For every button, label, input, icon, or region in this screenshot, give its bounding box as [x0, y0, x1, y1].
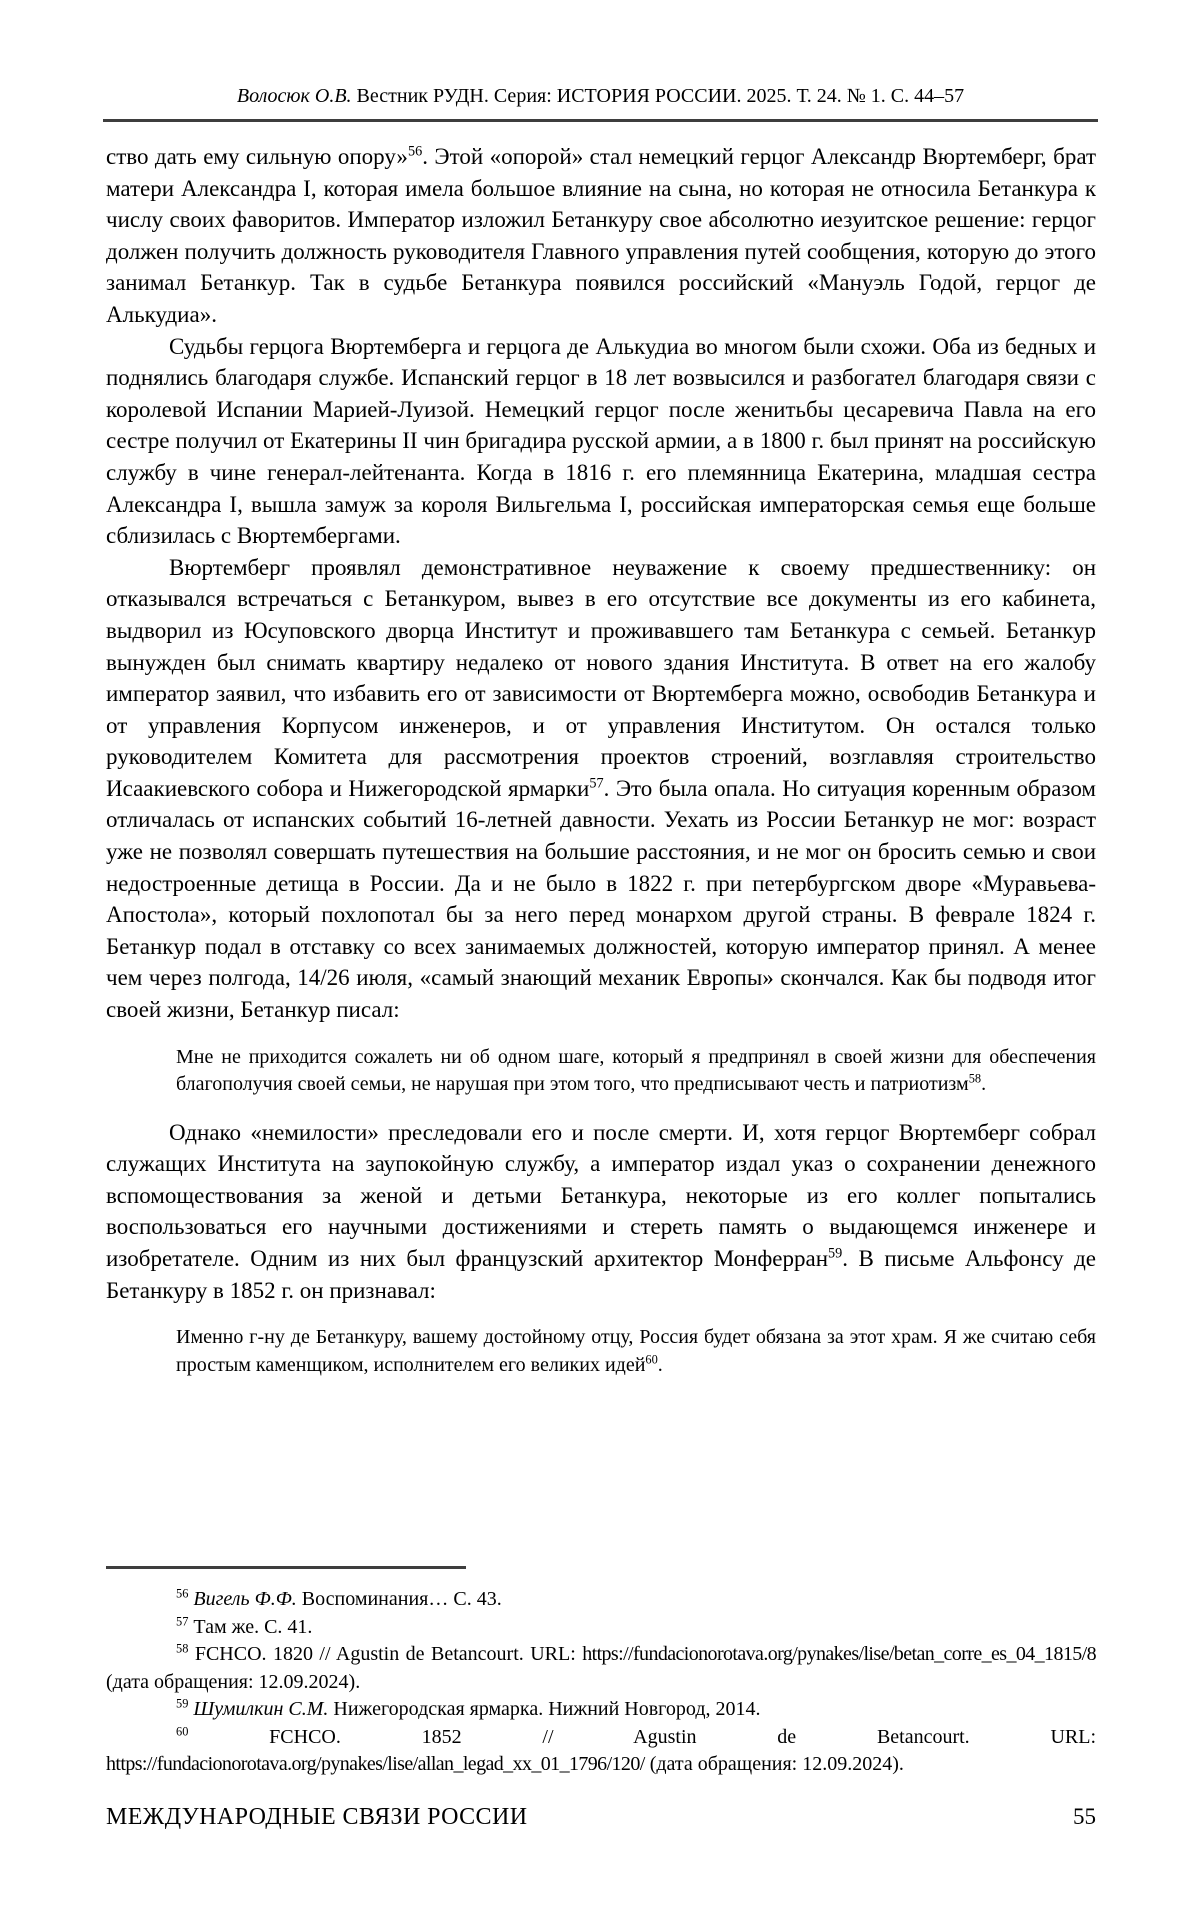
text-run: FCHCO. 1852 // Agustin de Betancourt. URL:: [269, 1725, 1097, 1748]
text-run: (дата обращения: 12.09.2024).: [106, 1670, 361, 1693]
footnote-number: 57: [176, 1613, 189, 1628]
text-run: .: [657, 1353, 663, 1376]
page-number: 55: [1073, 1804, 1096, 1829]
text-run: (дата обращения: 12.09.2024).: [644, 1753, 904, 1775]
footnote-ref: 58: [968, 1071, 982, 1086]
italic-text: Вигель Ф.Ф.: [193, 1588, 297, 1610]
footnote: [106, 1696, 1096, 1724]
block-quote: [176, 1324, 1096, 1379]
paragraph: [106, 331, 1096, 552]
text-run: Судьбы герцога Вюртемберга и герцога де Алькудиа во многом были схожи. Оба из бедных и поднялись благодаря службе. Испанский герцог в 18 лет возвысился и разбогател благодаря связи с королевой Испании Марией-Луизой. Немецкий герцог после женитьбы цесаревича Павла на его сестре получил от Екатерины II чин бригадира русской армии, а в 1800 г. был принят на российскую службу в чине генерал-лейтенанта. Когда в 1816 г. его племянница Екатерина, младшая сестра Александра I, вышла замуж за короля Вильгельма I, российская императорская семья еще больше сблизилась с Вюртембергами.: [106, 333, 1096, 549]
paragraph: [106, 141, 1096, 331]
footnote: [106, 1641, 1096, 1696]
header-rule: [103, 119, 1098, 122]
text-run: Именно г-ну де Бетанкуру, вашему достойному отцу, Россия будет обязана за этот храм. Я же считаю себя простым каменщиком, исполнителем его великих идей: [176, 1326, 1096, 1376]
footnote-separator: [106, 1566, 466, 1569]
text-run: Однако «немилости» преследовали его и после смерти. И, хотя герцог Вюртемберг собрал служащих Института на заупокойную службу, а император издал указ о сохранении денежного вспомоществования за женой и детьми Бетанкура, некоторые из его коллег попытались воспользоваться его научными достижениями и стереть память о выдающемся инженере и изобретателе. Одним из них был французский архитектор Монферран: [106, 1119, 1096, 1271]
block-quote: [176, 1044, 1096, 1099]
footer-section-title: МЕЖДУНАРОДНЫЕ СВЯЗИ РОССИИ: [106, 1804, 528, 1830]
text-run: .: [981, 1073, 987, 1096]
footnote-ref: 57: [589, 775, 604, 792]
footnote-number: 60: [176, 1723, 189, 1738]
footnote-number: 59: [176, 1696, 189, 1711]
footnote-ref: 59: [828, 1245, 843, 1262]
text-run: Вюртемберг проявлял демонстративное неуважение к своему предшественнику: он отказывался встречаться с Бетанкуром, вывез в его отсутствие все документы из его кабинета, выдворил из Юсуповского дворца Институт и проживавшего там Бетанкура с семьей. Бетанкур вынужден был снимать квартиру недалеко от нового здания Института. В ответ на его жалобу император заявил, что избавить его от зависимости от Вюртемберга можно, освободив Бетанкура и от управления Корпусом инженеров, и от управления Институтом. Он остался только руководителем Комитета для рассмотрения проектов строений, возглавляя строительство Исаакиевского собора и Нижегородской ярмарки: [106, 554, 1096, 801]
footnote: [106, 1724, 1096, 1779]
footnote: [106, 1614, 1096, 1642]
text-run: Там же. С. 41.: [193, 1615, 313, 1638]
text-run: . Этой «опорой» стал немецкий герцог Александр Вюртемберг, брат матери Александра I, которая имела большое влияние на сына, но которая не относила Бетанкура к числу своих фаворитов. Император изложил Бетанкуру свое абсолютно иезуитское решение: герцог должен получить должность руководителя Главного управления путей сообщения, которую до этого занимал Бетанкур. Так в судьбе Бетанкура появился российский «Мануэль Годой, герцог де Алькудиа».: [106, 144, 1096, 327]
text-run: Нижегородская ярмарка. Нижний Новгород, 2014.: [328, 1698, 761, 1720]
text-run: Мне не приходится сожалеть ни об одном шаге, который я предпринял в своей жизни для обеспечения благополучия своей семьи, не нарушая при этом того, что предписывают честь и патриотизм: [176, 1045, 1096, 1096]
text-run: ство дать ему сильную опору»: [106, 144, 408, 169]
article-body: [106, 141, 1096, 1561]
footnote-ref: 60: [645, 1352, 658, 1367]
footnote: [106, 1586, 1096, 1614]
text-run: . Это была опала. Но ситуация коренным образом отличалась от испанских событий 16-летней давности. Уехать из России Бетанкур не мог: возраст уже не позволял совершать путешествия на большие расстояния, и не мог он бросить семью и свои недостроенные детища в России. Да и не было в 1822 г. при петербургском дворе «Муравьева-Апостола», который похлопотал бы за него перед монархом другой страны. В феврале 1824 г. Бетанкур подал в отставку со всех занимаемых должностей, которую император принял. А менее чем через полгода, 14/26 июля, «самый знающий механик Европы» скончался. Как бы подводя итог своей жизни, Бетанкур писал:: [106, 775, 1096, 1023]
url-text: https://fundacionorotava.org/pynakes/lise/allan_legad_xx_01_1796/120/: [106, 1753, 645, 1775]
footnote-number: 58: [176, 1641, 189, 1656]
footnote-number: 56: [176, 1586, 189, 1601]
running-header: [103, 84, 1098, 108]
footnote-ref: 56: [407, 143, 423, 160]
text-run: FCHCO. 1820 // Agustin de Betancourt. URL:: [194, 1643, 583, 1665]
text-run: Воспоминания… С. 43.: [296, 1588, 502, 1610]
italic-text: Волосюк О.В.: [236, 85, 352, 107]
paragraph: [106, 552, 1096, 1026]
url-text: https://fundacionorotava.org/pynakes/lise/betan_corre_es_04_1815/8: [582, 1643, 1097, 1665]
text-run: Вестник РУДН. Серия: ИСТОРИЯ РОССИИ. 2025. Т. 24. № 1. С. 44–57: [351, 85, 965, 107]
footnotes: [106, 1586, 1096, 1779]
text-run: . В письме Альфонсу де Бетанкуру в 1852 г. он признавал:: [106, 1246, 1096, 1303]
paragraph: [106, 1117, 1096, 1307]
italic-text: Шумилкин С.М.: [193, 1698, 329, 1720]
page-footer: [106, 1804, 1096, 1831]
